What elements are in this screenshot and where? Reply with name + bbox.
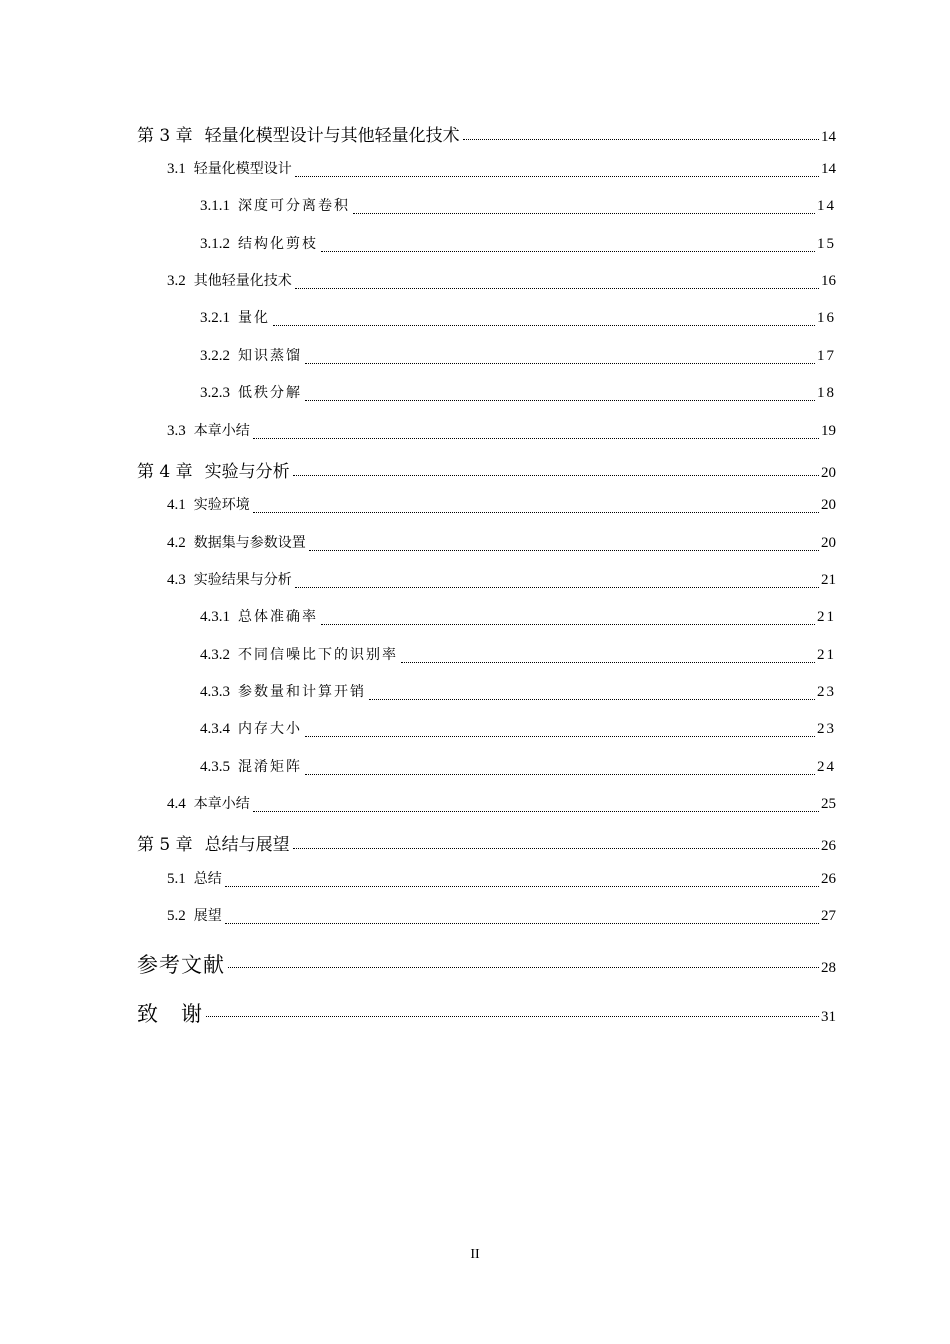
toc-entry-title: 实验结果与分析 bbox=[193, 572, 292, 588]
toc-entry-page: 15 bbox=[817, 236, 836, 252]
dot-leader bbox=[305, 773, 815, 775]
toc-entry-3-2[interactable] bbox=[167, 270, 836, 294]
toc-entry-number: 3.1.1 bbox=[200, 198, 230, 214]
toc-entry-title: 轻量化模型设计 bbox=[193, 161, 292, 177]
toc-entry-3-1-2[interactable] bbox=[200, 233, 836, 257]
toc-entry-number: 3.1.2 bbox=[200, 236, 230, 252]
toc-entry-title: 其他轻量化技术 bbox=[193, 273, 292, 289]
toc-entry-page: 28 bbox=[821, 960, 836, 976]
toc-entry-page: 21 bbox=[821, 572, 836, 588]
dot-leader bbox=[206, 1015, 819, 1017]
toc-entry-title: 数据集与参数设置 bbox=[193, 535, 306, 551]
dot-leader bbox=[253, 810, 819, 812]
toc-entry-page: 14 bbox=[821, 161, 836, 177]
toc-entry-3-2-2[interactable] bbox=[200, 345, 836, 369]
dot-leader bbox=[305, 362, 815, 364]
toc-entry-page: 16 bbox=[817, 310, 836, 326]
toc-entry-number: 4.3.1 bbox=[200, 609, 230, 625]
dot-leader bbox=[295, 287, 819, 289]
dot-leader bbox=[463, 138, 819, 140]
dot-leader bbox=[401, 661, 815, 663]
toc-entry-chapter-5[interactable] bbox=[137, 830, 836, 854]
toc-entry-page: 20 bbox=[821, 465, 836, 481]
toc-entry-page: 31 bbox=[821, 1009, 836, 1025]
toc-entry-4-3[interactable] bbox=[167, 569, 836, 593]
toc-entry-3-3[interactable] bbox=[167, 420, 836, 444]
toc-entry-5-2[interactable] bbox=[167, 905, 836, 929]
toc-entry-title: 实验环境 bbox=[193, 497, 250, 513]
toc-entry-page: 23 bbox=[817, 684, 836, 700]
toc-entry-title: 量化 bbox=[238, 310, 270, 326]
toc-entry-title: 本章小结 bbox=[193, 796, 250, 812]
toc-entry-page: 26 bbox=[821, 871, 836, 887]
toc-entry-page: 14 bbox=[817, 198, 836, 214]
toc-entry-page: 23 bbox=[817, 721, 836, 737]
toc-entry-number: 第 5 章 bbox=[137, 835, 193, 855]
toc-entry-3-2-3[interactable] bbox=[200, 382, 836, 406]
dot-leader bbox=[228, 966, 819, 968]
toc-entry-number: 4.3.5 bbox=[200, 759, 230, 775]
toc-entry-number: 4.2 bbox=[167, 535, 186, 551]
toc-entry-chapter-4[interactable] bbox=[137, 457, 836, 481]
toc-entry-number: 4.3 bbox=[167, 572, 186, 588]
toc-entry-4-4[interactable] bbox=[167, 793, 836, 817]
dot-leader bbox=[293, 847, 819, 849]
toc-entry-title: 知识蒸馏 bbox=[238, 348, 302, 364]
toc-entry-number: 4.1 bbox=[167, 497, 186, 513]
toc-entry-title: 致 谢 bbox=[137, 1002, 203, 1026]
toc-entry-page: 17 bbox=[817, 348, 836, 364]
page-number: II bbox=[470, 1247, 480, 1262]
toc-entry-page: 20 bbox=[821, 535, 836, 551]
toc-entry-page: 24 bbox=[817, 759, 836, 775]
toc-entry-title: 本章小结 bbox=[193, 423, 250, 439]
toc-entry-page: 27 bbox=[821, 908, 836, 924]
dot-leader bbox=[273, 324, 815, 326]
toc-entry-chapter-3[interactable] bbox=[137, 121, 836, 145]
dot-leader bbox=[225, 922, 819, 924]
toc-entry-3-1-1[interactable] bbox=[200, 195, 836, 219]
toc-entry-number: 4.3.3 bbox=[200, 684, 230, 700]
toc-entry-number: 4.3.4 bbox=[200, 721, 230, 737]
toc-entry-page: 20 bbox=[821, 497, 836, 513]
toc-entry-number: 3.2 bbox=[167, 273, 186, 289]
dot-leader bbox=[305, 399, 815, 401]
toc-entry-page: 25 bbox=[821, 796, 836, 812]
toc-entry-title: 总结 bbox=[193, 871, 222, 887]
toc-entry-title: 总体准确率 bbox=[238, 609, 318, 625]
toc-entry-number: 4.4 bbox=[167, 796, 186, 812]
toc-entry-number: 3.2.3 bbox=[200, 385, 230, 401]
dot-leader bbox=[353, 212, 815, 214]
toc-entry-4-3-3[interactable] bbox=[200, 681, 836, 705]
toc-entry-4-1[interactable] bbox=[167, 494, 836, 518]
toc-entry-4-3-1[interactable] bbox=[200, 606, 836, 630]
toc-entry-title: 低秩分解 bbox=[238, 385, 302, 401]
dot-leader bbox=[295, 586, 819, 588]
toc-entry-number: 4.3.2 bbox=[200, 647, 230, 663]
toc-entry-3-2-1[interactable] bbox=[200, 307, 836, 331]
toc-entry-acknowledgements[interactable] bbox=[137, 998, 836, 1026]
toc-entry-5-1[interactable] bbox=[167, 868, 836, 892]
toc-entry-number: 第 3 章 bbox=[137, 126, 193, 146]
toc-entry-number: 第 4 章 bbox=[137, 462, 193, 482]
toc-entry-page: 26 bbox=[821, 838, 836, 854]
toc-entry-number: 3.2.2 bbox=[200, 348, 230, 364]
toc-entry-page: 18 bbox=[817, 385, 836, 401]
toc-entry-3-1[interactable] bbox=[167, 158, 836, 182]
toc-entry-title: 展望 bbox=[193, 908, 222, 924]
dot-leader bbox=[369, 698, 815, 700]
toc-entry-page: 16 bbox=[821, 273, 836, 289]
toc-entry-title: 结构化剪枝 bbox=[238, 236, 318, 252]
dot-leader bbox=[253, 511, 819, 513]
toc-entry-title: 混淆矩阵 bbox=[238, 759, 302, 775]
dot-leader bbox=[295, 175, 819, 177]
toc-entry-4-2[interactable] bbox=[167, 532, 836, 556]
toc-entry-page: 14 bbox=[821, 129, 836, 145]
toc-entry-number: 3.2.1 bbox=[200, 310, 230, 326]
dot-leader bbox=[321, 623, 815, 625]
toc-entry-number: 3.3 bbox=[167, 423, 186, 439]
toc-entry-title: 参数量和计算开销 bbox=[238, 684, 366, 700]
toc-entry-title: 参考文献 bbox=[137, 953, 225, 977]
toc-entry-page: 21 bbox=[817, 609, 836, 625]
toc-entry-references[interactable] bbox=[137, 949, 836, 977]
toc-entry-title: 轻量化模型设计与其他轻量化技术 bbox=[204, 126, 460, 146]
toc-entry-4-3-5[interactable] bbox=[200, 756, 836, 780]
dot-leader bbox=[321, 250, 815, 252]
dot-leader bbox=[293, 474, 819, 476]
toc-entry-number: 5.2 bbox=[167, 908, 186, 924]
toc-entry-page: 19 bbox=[821, 423, 836, 439]
toc-entry-title: 内存大小 bbox=[238, 721, 302, 737]
dot-leader bbox=[309, 549, 819, 551]
toc-entry-number: 3.1 bbox=[167, 161, 186, 177]
toc-entry-title: 实验与分析 bbox=[204, 462, 290, 482]
toc-entry-4-3-4[interactable] bbox=[200, 718, 836, 742]
dot-leader bbox=[225, 885, 819, 887]
toc-entry-page: 21 bbox=[817, 647, 836, 663]
toc-entry-4-3-2[interactable] bbox=[200, 644, 836, 668]
dot-leader bbox=[305, 735, 815, 737]
toc-entry-number: 5.1 bbox=[167, 871, 186, 887]
toc-entry-title: 总结与展望 bbox=[204, 835, 290, 855]
dot-leader bbox=[253, 437, 819, 439]
toc-entry-title: 不同信噪比下的识别率 bbox=[238, 647, 398, 663]
toc-entry-title: 深度可分离卷积 bbox=[238, 198, 350, 214]
